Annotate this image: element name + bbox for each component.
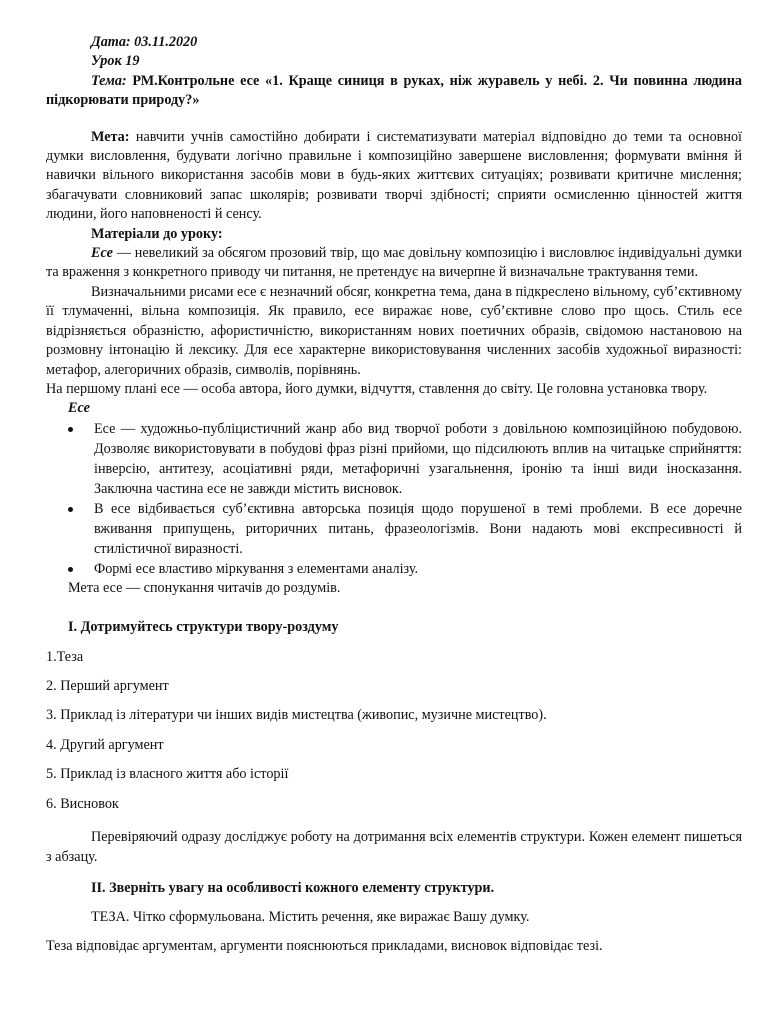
essay-bullet-list <box>46 419 742 579</box>
list-item <box>94 419 742 499</box>
topic-label: Тема: <box>91 72 127 89</box>
goal-text: навчити учнів самостійно добирати і систематизувати матеріал відповідно до теми та основної думки висловлення, будувати логічно правильне і композиційно завершене висловлення; формувати вміння й навички вільного використання засобів мови в будь-яких життєвих ситуаціях; розвивати критичне мислення; збагачувати словниковий запас школярів; розвивати творчі здібності; сприяти осмисленню цінностей життя людини, його наповненості й сенсу. <box>46 128 742 223</box>
lesson-topic <box>46 72 742 111</box>
structure-item: 3. Приклад із літератури чи інших видів мистецтва (живопис, музичне мистецтво). <box>46 707 547 724</box>
checker-note: Перевіряючий одразу досліджує роботу на дотримання всіх елементів структури. Кожен елемент пишеться з абзацу. <box>46 829 742 865</box>
list-item <box>94 559 742 579</box>
document-page <box>46 33 742 956</box>
list-item-text: В есе відбивається суб’єктивна авторська позиція щодо порушеної в темі проблеми. В есе доречне вживання припущень, риторичних питань, фразеологізмів. Вони надають мові експресивності й стилістичної виразності. <box>94 500 742 557</box>
essay-subheading: Есе <box>68 400 90 417</box>
essay-purpose: Мета есе — спонукання читачів до роздумів. <box>68 579 341 596</box>
lesson-goal <box>46 128 742 225</box>
structure-list <box>46 648 742 814</box>
essay-term: Есе <box>91 245 113 262</box>
topic-text: РМ.Контрольне есе «1. Краще синиця в руках, ніж журавель у небі. 2. Чи повинна людина підкорювати природу?» <box>46 72 742 109</box>
bullet-icon <box>68 507 73 512</box>
thesis-relation: Теза відповідає аргументам, аргументи пояснюються прикладами, висновок відповідає тезі. <box>46 937 603 954</box>
list-item-text: Есе — художньо-публіцистичний жанр або вид творчої роботи з довільною композиційною побудовою. Дозволяє використовувати в побудові фраз різні прийоми, що підсилюють вплив на читацьке сприйняття: інверсію, антитезу, асоціативні ряди, метафоричні узагальнення, іронію та інші види іносказання. Заключна частина есе не завжди містить висновок. <box>94 420 742 497</box>
section-2-title: ІІ. Зверніть увагу на особливості кожного елементу структури. <box>91 879 495 896</box>
bullet-icon <box>68 567 73 572</box>
section-1-title: І. Дотримуйтесь структури твору-роздуму <box>68 619 339 636</box>
essay-definition-text: — невеликий за обсягом прозовий твір, що має довільну композицію і висловлює індивідуальні думки та враження з конкретного приводу чи питання, не претендує на вичерпне й визначальне трактування теми. <box>46 245 742 281</box>
essay-foreground: На першому плані есе — особа автора, його думки, відчуття, ставлення до світу. Це головна установка твору. <box>46 380 708 397</box>
list-item <box>94 499 742 559</box>
structure-item: 5. Приклад із власного життя або історії <box>46 766 289 783</box>
list-item-text: Формі есе властиво міркування з елементами аналізу. <box>94 560 419 577</box>
lesson-number: Урок 19 <box>91 53 140 70</box>
structure-item: 2. Перший аргумент <box>46 677 169 694</box>
goal-label: Мета: <box>91 128 130 145</box>
essay-definition <box>46 244 742 283</box>
lesson-date: Дата: 03.11.2020 <box>91 34 198 50</box>
structure-item: 4. Другий аргумент <box>46 736 164 753</box>
thesis-description: ТЕЗА. Чітко сформульована. Містить речення, яке виражає Вашу думку. <box>91 909 530 926</box>
materials-title: Матеріали до уроку: <box>91 225 223 242</box>
bullet-icon <box>68 427 73 432</box>
essay-features: Визначальними рисами есе є незначний обсяг, конкретна тема, дана в підкреслено вільному, суб’єктивному її тлумаченні, вільна композиція. Як правило, есе виражає нове, суб’єктивне слово про щось. Стиль есе відрізняється образністю, афористичністю, використанням нових поетичних образів, свідомою настановою на розмовну інтонацію й лексику. Для есе характерне використовування численних засобів художньої виразності: метафор, алегоричних образів, символів, порівнянь. <box>46 283 742 378</box>
structure-item: 1.Теза <box>46 648 84 665</box>
structure-item: 6. Висновок <box>46 795 119 812</box>
